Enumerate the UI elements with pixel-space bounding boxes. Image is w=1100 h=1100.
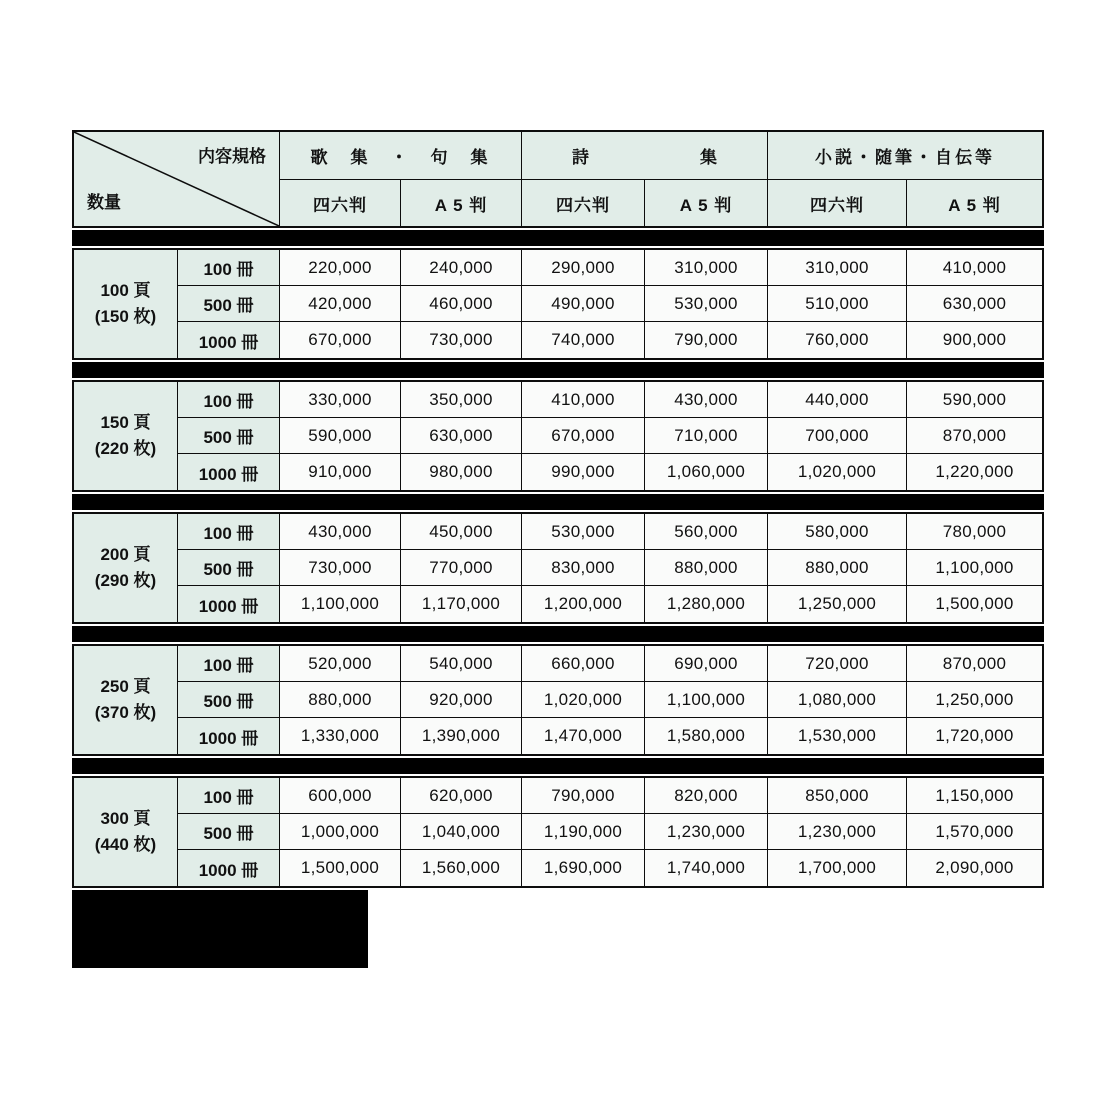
price-cell: 760,000 xyxy=(768,322,907,358)
group-header-shosetsu: 小説・随筆・自伝等 xyxy=(768,132,1042,180)
size-header: A 5 判 xyxy=(907,180,1042,226)
price-cell: 350,000 xyxy=(401,382,522,418)
quantity-cell: 500 冊 xyxy=(178,682,280,718)
separator-band xyxy=(72,494,1044,510)
price-block xyxy=(72,248,1044,360)
page-count-label: 250 頁 xyxy=(100,676,151,696)
quantity-cell: 100 冊 xyxy=(178,382,280,418)
price-cell: 780,000 xyxy=(907,514,1042,550)
price-cell: 710,000 xyxy=(645,418,768,454)
price-cell: 1,020,000 xyxy=(768,454,907,490)
price-cell: 630,000 xyxy=(401,418,522,454)
quantity-cell: 1000 冊 xyxy=(178,454,280,490)
price-cell: 1,040,000 xyxy=(401,814,522,850)
price-cell: 880,000 xyxy=(645,550,768,586)
price-block xyxy=(72,380,1044,492)
quantity-cell: 100 冊 xyxy=(178,250,280,286)
price-cell: 630,000 xyxy=(907,286,1042,322)
price-cell: 330,000 xyxy=(280,382,401,418)
price-cell: 1,580,000 xyxy=(645,718,768,754)
price-cell: 530,000 xyxy=(522,514,645,550)
price-cell: 310,000 xyxy=(645,250,768,286)
price-block xyxy=(72,512,1044,624)
price-cell: 1,390,000 xyxy=(401,718,522,754)
price-cell: 990,000 xyxy=(522,454,645,490)
price-cell: 900,000 xyxy=(907,322,1042,358)
quantity-cell: 500 冊 xyxy=(178,286,280,322)
page-count-label: 200 頁 xyxy=(100,544,151,564)
price-cell: 490,000 xyxy=(522,286,645,322)
price-cell: 430,000 xyxy=(645,382,768,418)
price-cell: 290,000 xyxy=(522,250,645,286)
price-cell: 1,720,000 xyxy=(907,718,1042,754)
price-blocks xyxy=(72,230,1044,888)
price-cell: 1,080,000 xyxy=(768,682,907,718)
price-cell: 410,000 xyxy=(522,382,645,418)
price-cell: 560,000 xyxy=(645,514,768,550)
price-cell: 1,220,000 xyxy=(907,454,1042,490)
separator-band xyxy=(72,230,1044,246)
page-count-cell xyxy=(74,778,178,886)
price-cell: 690,000 xyxy=(645,646,768,682)
price-cell: 850,000 xyxy=(768,778,907,814)
price-table xyxy=(72,130,1044,968)
price-cell: 910,000 xyxy=(280,454,401,490)
price-cell: 1,330,000 xyxy=(280,718,401,754)
page-count-label: 100 頁 xyxy=(100,280,151,300)
page-count-cell xyxy=(74,382,178,490)
price-block xyxy=(72,776,1044,888)
quantity-cell: 500 冊 xyxy=(178,814,280,850)
price-cell: 1,170,000 xyxy=(401,586,522,622)
price-cell: 720,000 xyxy=(768,646,907,682)
quantity-cell: 500 冊 xyxy=(178,418,280,454)
price-cell: 1,250,000 xyxy=(907,682,1042,718)
price-cell: 920,000 xyxy=(401,682,522,718)
price-cell: 1,280,000 xyxy=(645,586,768,622)
price-cell: 1,100,000 xyxy=(280,586,401,622)
price-cell: 460,000 xyxy=(401,286,522,322)
price-cell: 240,000 xyxy=(401,250,522,286)
price-cell: 700,000 xyxy=(768,418,907,454)
group-header-shishu-left: 詩 xyxy=(572,148,589,167)
size-header: 四六判 xyxy=(280,180,401,226)
price-cell: 1,530,000 xyxy=(768,718,907,754)
page-count-label: 150 頁 xyxy=(100,412,151,432)
price-cell: 1,150,000 xyxy=(907,778,1042,814)
size-header: A 5 判 xyxy=(645,180,768,226)
price-cell: 880,000 xyxy=(280,682,401,718)
price-cell: 520,000 xyxy=(280,646,401,682)
price-cell: 310,000 xyxy=(768,250,907,286)
price-cell: 590,000 xyxy=(907,382,1042,418)
sheet-count-label: (370 枚) xyxy=(94,703,157,722)
price-cell: 1,470,000 xyxy=(522,718,645,754)
price-cell: 880,000 xyxy=(768,550,907,586)
price-cell: 870,000 xyxy=(907,646,1042,682)
group-header-kashu-kushu: 歌 集 ・ 句 集 xyxy=(280,132,522,180)
corner-label-spec: 内容規格 xyxy=(198,147,266,166)
price-cell: 1,230,000 xyxy=(768,814,907,850)
sheet-count-label: (150 枚) xyxy=(94,307,157,326)
redacted-area xyxy=(72,890,368,968)
price-cell: 870,000 xyxy=(907,418,1042,454)
price-cell: 1,700,000 xyxy=(768,850,907,886)
price-cell: 1,100,000 xyxy=(645,682,768,718)
price-cell: 440,000 xyxy=(768,382,907,418)
price-cell: 450,000 xyxy=(401,514,522,550)
price-cell: 1,230,000 xyxy=(645,814,768,850)
price-cell: 1,000,000 xyxy=(280,814,401,850)
page-count-label: 300 頁 xyxy=(100,808,151,828)
separator-band xyxy=(72,362,1044,378)
price-cell: 980,000 xyxy=(401,454,522,490)
price-cell: 830,000 xyxy=(522,550,645,586)
price-cell: 220,000 xyxy=(280,250,401,286)
price-cell: 590,000 xyxy=(280,418,401,454)
quantity-cell: 1000 冊 xyxy=(178,322,280,358)
sheet-count-label: (290 枚) xyxy=(94,571,157,590)
price-cell: 820,000 xyxy=(645,778,768,814)
sheet-count-label: (440 枚) xyxy=(94,835,157,854)
quantity-cell: 100 冊 xyxy=(178,778,280,814)
price-cell: 600,000 xyxy=(280,778,401,814)
price-cell: 1,560,000 xyxy=(401,850,522,886)
price-cell: 1,100,000 xyxy=(907,550,1042,586)
table-header xyxy=(72,130,1044,228)
size-header: A 5 判 xyxy=(401,180,522,226)
price-cell: 1,200,000 xyxy=(522,586,645,622)
page-count-cell xyxy=(74,514,178,622)
price-cell: 1,250,000 xyxy=(768,586,907,622)
price-cell: 790,000 xyxy=(645,322,768,358)
price-cell: 1,020,000 xyxy=(522,682,645,718)
price-cell: 530,000 xyxy=(645,286,768,322)
corner-cell xyxy=(74,132,280,226)
price-cell: 510,000 xyxy=(768,286,907,322)
group-header-shishu xyxy=(522,132,768,180)
price-block xyxy=(72,644,1044,756)
quantity-cell: 100 冊 xyxy=(178,514,280,550)
price-cell: 1,570,000 xyxy=(907,814,1042,850)
quantity-cell: 100 冊 xyxy=(178,646,280,682)
price-cell: 1,500,000 xyxy=(907,586,1042,622)
price-cell: 730,000 xyxy=(401,322,522,358)
quantity-cell: 500 冊 xyxy=(178,550,280,586)
price-cell: 730,000 xyxy=(280,550,401,586)
quantity-cell: 1000 冊 xyxy=(178,586,280,622)
separator-band xyxy=(72,626,1044,642)
price-cell: 1,740,000 xyxy=(645,850,768,886)
price-cell: 660,000 xyxy=(522,646,645,682)
size-header: 四六判 xyxy=(768,180,907,226)
page-count-cell xyxy=(74,646,178,754)
price-cell: 1,060,000 xyxy=(645,454,768,490)
price-cell: 540,000 xyxy=(401,646,522,682)
price-cell: 740,000 xyxy=(522,322,645,358)
sheet-count-label: (220 枚) xyxy=(94,439,157,458)
page-count-cell xyxy=(74,250,178,358)
price-cell: 2,090,000 xyxy=(907,850,1042,886)
size-header: 四六判 xyxy=(522,180,645,226)
price-cell: 1,690,000 xyxy=(522,850,645,886)
group-header-shishu-right: 集 xyxy=(700,148,717,167)
price-cell: 420,000 xyxy=(280,286,401,322)
price-cell: 770,000 xyxy=(401,550,522,586)
separator-band xyxy=(72,758,1044,774)
price-cell: 790,000 xyxy=(522,778,645,814)
price-cell: 410,000 xyxy=(907,250,1042,286)
quantity-cell: 1000 冊 xyxy=(178,850,280,886)
corner-label-quantity: 数量 xyxy=(87,193,121,212)
price-cell: 670,000 xyxy=(522,418,645,454)
price-cell: 430,000 xyxy=(280,514,401,550)
quantity-cell: 1000 冊 xyxy=(178,718,280,754)
price-cell: 580,000 xyxy=(768,514,907,550)
price-cell: 670,000 xyxy=(280,322,401,358)
price-cell: 1,500,000 xyxy=(280,850,401,886)
price-cell: 620,000 xyxy=(401,778,522,814)
price-cell: 1,190,000 xyxy=(522,814,645,850)
